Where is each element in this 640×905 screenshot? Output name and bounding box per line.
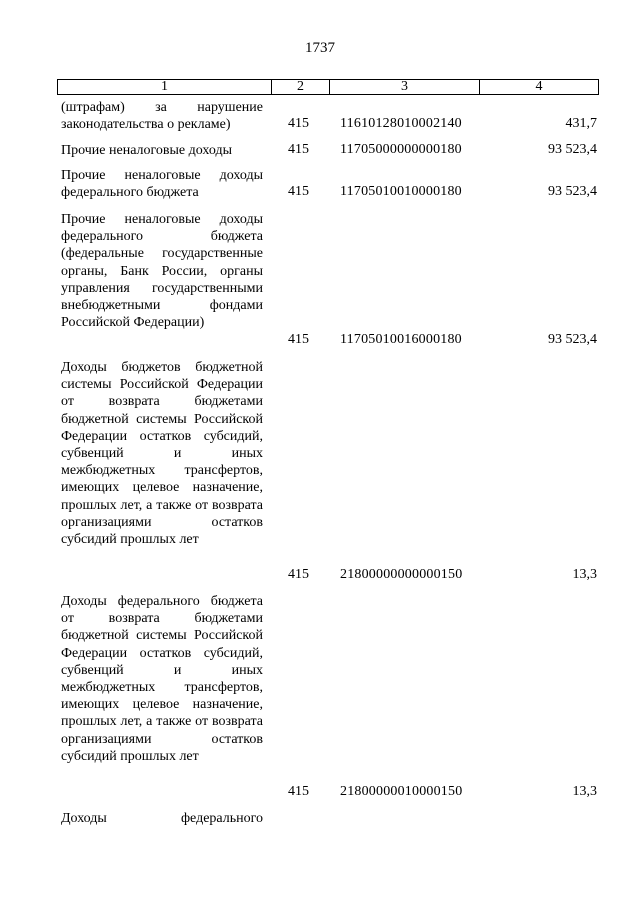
budget-code: 11705000000000180 <box>340 142 462 157</box>
page-number: 1737 <box>305 40 335 56</box>
admin-code: 415 <box>288 332 309 347</box>
admin-code: 415 <box>288 784 309 799</box>
row-description: (штрафам) за нарушение законодательства о рекламе) <box>61 100 263 133</box>
header-col-4: 4 <box>535 79 543 94</box>
row-description: Прочие неналоговые доходы федерального бюджета <box>61 168 263 201</box>
amount: 13,3 <box>572 567 597 582</box>
row-description: Доходы федерального <box>61 811 263 826</box>
header-col-1: 1 <box>58 80 272 94</box>
row-description: Доходы бюджетов бюджетной системы Российской Федерации от возврата бюджетами бюджетной системы Российской Федерации остатков субсидий, субвенций и иных межбюджетных трансфертов, имеющих целевое назначение, прошлых лет, а также от возврата организациями остатков субсидий прошлых лет <box>61 360 263 548</box>
admin-code: 415 <box>288 116 309 131</box>
amount: 13,3 <box>572 784 597 799</box>
admin-code: 415 <box>288 142 309 157</box>
budget-code: 21800000000000150 <box>340 567 463 582</box>
row-description: Прочие неналоговые доходы <box>61 143 233 158</box>
row-description: Прочие неналоговые доходы федерального бюджета (федеральные государственные органы, Банк России, органы управления государственными внебюджетными фондами Российской Федерации) <box>61 212 263 331</box>
budget-code: 11610128010002140 <box>340 116 462 131</box>
budget-code: 11705010016000180 <box>340 332 462 347</box>
header-col-3: 3 <box>330 80 480 94</box>
budget-code: 21800000010000150 <box>340 784 463 799</box>
table-header <box>57 79 599 95</box>
admin-code: 415 <box>288 567 309 582</box>
budget-code: 11705010010000180 <box>340 184 462 199</box>
amount: 431,7 <box>565 116 597 131</box>
amount: 93 523,4 <box>548 332 597 347</box>
header-col-2: 2 <box>272 80 330 94</box>
amount: 93 523,4 <box>548 184 597 199</box>
amount: 93 523,4 <box>548 142 597 157</box>
row-description: Доходы федерального бюджета от возврата бюджетами бюджетной системы Российской Федерации остатков субсидий, субвенций и иных межбюджетных трансфертов, имеющих целевое назначение, прошлых лет, а также от возврата организациями остатков субсидий прошлых лет <box>61 594 263 764</box>
admin-code: 415 <box>288 184 309 199</box>
